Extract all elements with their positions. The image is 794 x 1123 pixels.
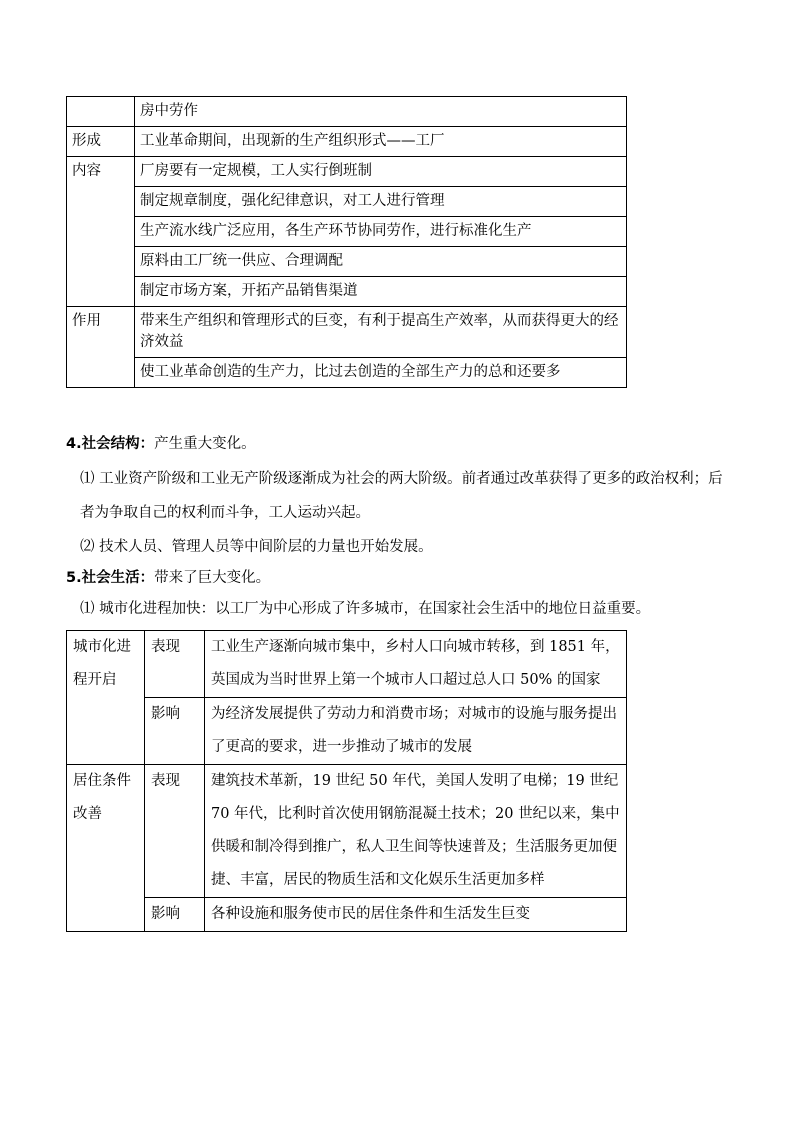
- table-row: [67, 358, 627, 388]
- row-type: 表现: [145, 765, 205, 898]
- table-row: [67, 698, 627, 765]
- row-type: 表现: [145, 631, 205, 698]
- table-cell: 带来生产组织和管理形式的巨变，有利于提高生产效率，从而获得更大的经济效益: [135, 307, 627, 358]
- table-row: [67, 187, 627, 217]
- row-label: 形成: [67, 127, 135, 157]
- table-row: [67, 247, 627, 277]
- section5-summary: 带来了巨大变化。: [154, 570, 271, 586]
- factory-table: [66, 96, 627, 388]
- table-cell: 制定市场方案，开拓产品销售渠道: [135, 277, 627, 307]
- table-cell: 工业革命期间，出现新的生产组织形式——工厂: [135, 127, 627, 157]
- table-cell: 各种设施和服务使市民的居住条件和生活发生巨变: [205, 898, 627, 932]
- row-label: 内容: [67, 157, 135, 307]
- row-label: 作用: [67, 307, 135, 388]
- group-label: 居住条件改善: [67, 765, 145, 932]
- row-type: 影响: [145, 898, 205, 932]
- table-row: [67, 631, 627, 698]
- table-row: [67, 307, 627, 358]
- table-cell: 房中劳作: [135, 97, 627, 127]
- table-row: [67, 277, 627, 307]
- table-row: [67, 898, 627, 932]
- table-cell: 建筑技术革新，19 世纪 50 年代，美国人发明了电梯；19 世纪 70 年代，比利时首次使用钢筋混凝土技术；20 世纪以来，集中供暖和制冷得到推广，私人卫生间等快速普及；生活服务更加便捷、丰富，居民的物质生活和文化娱乐生活更加多样: [205, 765, 627, 898]
- table-cell: 原料由工厂统一供应、合理调配: [135, 247, 627, 277]
- section5-heading: [66, 567, 794, 589]
- section4-summary: 产生重大变化。: [154, 436, 256, 452]
- section4-item-1: ⑴ 工业资产阶级和工业无产阶级逐渐成为社会的两大阶级。前者通过改革获得了更多的政治权利；后者为争取自己的权利而斗争，工人运动兴起。: [80, 471, 723, 521]
- section5-item-1: ⑴ 城市化进程加快：以工厂为中心形成了许多城市，在国家社会生活中的地位日益重要。: [80, 601, 651, 617]
- section4-item-2: ⑵ 技术人员、管理人员等中间阶层的力量也开始发展。: [80, 539, 433, 555]
- section4-heading: [66, 433, 794, 455]
- table-row: [67, 127, 627, 157]
- table-cell: 为经济发展提供了劳动力和消费市场；对城市的设施与服务提出了更高的要求，进一步推动了城市的发展: [205, 698, 627, 765]
- section4-title: 4.社会结构：: [66, 436, 155, 452]
- group-label: 城市化进程开启: [67, 631, 145, 765]
- table-row: [67, 765, 627, 898]
- urbanization-table: [66, 630, 627, 932]
- table-row: [67, 217, 627, 247]
- section5-title: 5.社会生活：: [66, 570, 155, 586]
- table-row: [67, 157, 627, 187]
- table-cell: 生产流水线广泛应用，各生产环节协同劳作，进行标准化生产: [135, 217, 627, 247]
- table-cell: 使工业革命创造的生产力，比过去创造的全部生产力的总和还要多: [135, 358, 627, 388]
- table-cell: 制定规章制度，强化纪律意识，对工人进行管理: [135, 187, 627, 217]
- table-cell: 工业生产逐渐向城市集中，乡村人口向城市转移，到 1851 年，英国成为当时世界上第一个城市人口超过总人口 50% 的国家: [205, 631, 627, 698]
- row-type: 影响: [145, 698, 205, 765]
- row-label: [67, 97, 135, 127]
- table-cell: 厂房要有一定规模，工人实行倒班制: [135, 157, 627, 187]
- table-row: [67, 97, 627, 127]
